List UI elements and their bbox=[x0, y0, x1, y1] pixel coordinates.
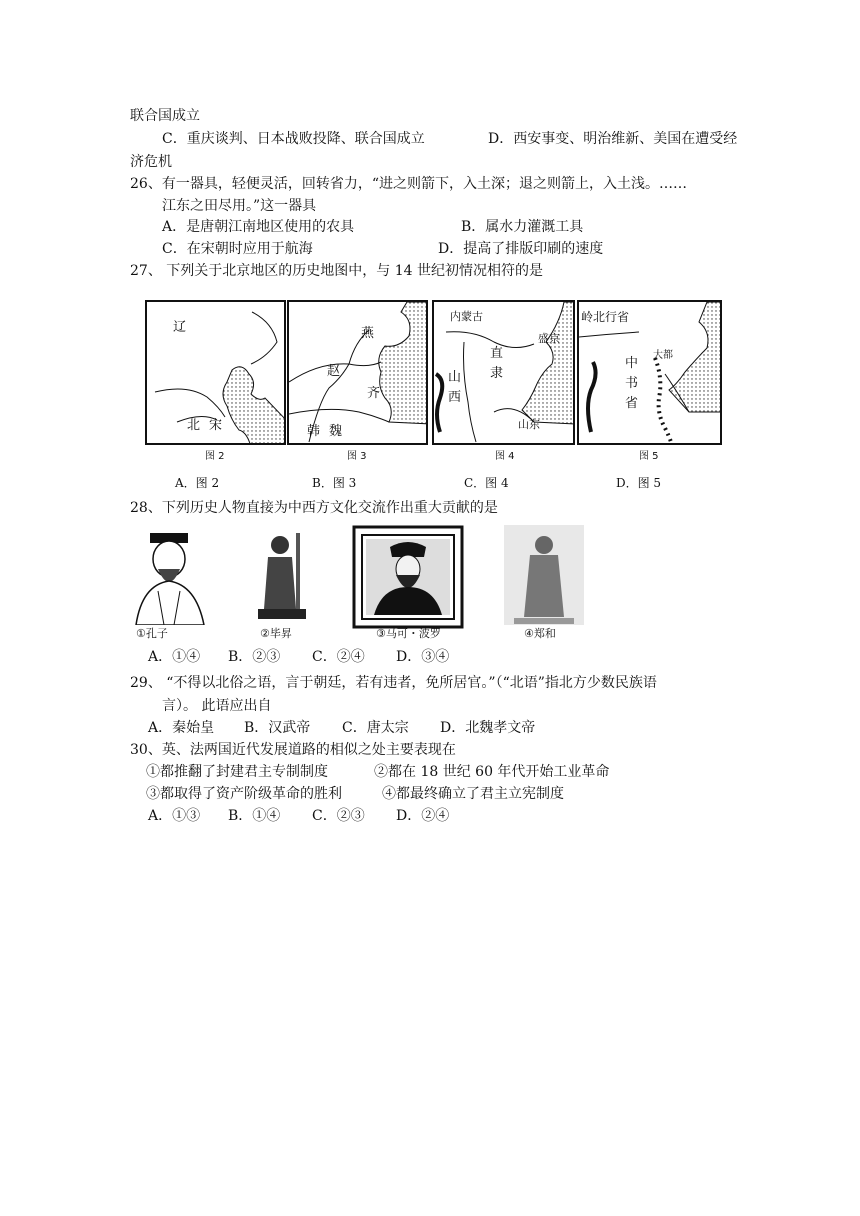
map-4-label-zhi: 直 bbox=[490, 346, 504, 361]
q29-stem-continuation: 言）。 此语应出自 bbox=[162, 698, 272, 714]
q26-option-a: A．是唐朝江南地区使用的农具 bbox=[162, 219, 355, 235]
map-3-label-qi: 齐 bbox=[367, 386, 381, 401]
map-2-caption: 图 2 bbox=[205, 451, 225, 462]
confucius-portrait bbox=[128, 525, 212, 625]
q26-option-b: B．属水力灌溉工具 bbox=[461, 219, 584, 235]
map-2-label-bei: 北 bbox=[187, 418, 201, 433]
map-5-label-lingbei: 岭北行省 bbox=[581, 310, 630, 324]
q30-option-d: D．②④ bbox=[396, 808, 450, 824]
q25-option-d-continuation: 济危机 bbox=[130, 154, 172, 170]
map-3-caption: 图 3 bbox=[347, 451, 367, 462]
q27-option-b: B．图 3 bbox=[312, 476, 357, 490]
q25-option-d: D．西安事变、明治维新、美国在遭受经 bbox=[488, 131, 738, 147]
map-4-label-li: 隶 bbox=[490, 366, 504, 381]
map-5-label-zhong: 中 bbox=[625, 356, 639, 371]
map-5-label-sheng: 省 bbox=[625, 396, 639, 411]
q29-stem: 29、 “不得以北俗之语，言于朝廷，若有违者，免所居官。”（“北语”指北方少数民族语 bbox=[130, 675, 657, 691]
q27-stem: 27、 下列关于北京地区的历史地图中，与 14 世纪初情况相符的是 bbox=[130, 263, 543, 279]
map-4-label-shengjing: 盛京 bbox=[538, 332, 560, 345]
q28-option-c: C．②④ bbox=[312, 649, 365, 665]
map-5-caption: 图 5 bbox=[639, 451, 659, 462]
q26-option-c: C．在宋朝时应用于航海 bbox=[162, 241, 313, 257]
map-5-label-dadu: 大都 bbox=[653, 350, 673, 361]
map-2-label-song: 宋 bbox=[209, 418, 223, 433]
q28-portrait-strip bbox=[128, 525, 593, 640]
marco-polo-portrait bbox=[352, 525, 464, 629]
caption-bi-sheng: ②毕昇 bbox=[260, 627, 292, 640]
q27-option-d: D．图 5 bbox=[616, 476, 662, 490]
bi-sheng-statue bbox=[256, 525, 312, 625]
q29-option-a: A．秦始皇 bbox=[148, 720, 215, 736]
q29-option-c: C．唐太宗 bbox=[342, 720, 409, 736]
q30-stem: 30、英、法两国近代发展道路的相似之处主要表现在 bbox=[130, 742, 456, 758]
map-figure-5 bbox=[577, 300, 722, 445]
map-4-label-shandong: 山东 bbox=[518, 418, 540, 431]
q25-continuation: 联合国成立 bbox=[130, 108, 200, 124]
q29-option-b: B．汉武帝 bbox=[244, 720, 311, 736]
q30-option-a: A．①③ bbox=[148, 808, 201, 824]
map-figure-4 bbox=[432, 300, 575, 445]
map-figure-2 bbox=[145, 300, 286, 445]
map-4-label-neimenggu: 内蒙古 bbox=[450, 310, 483, 323]
zheng-he-statue bbox=[504, 525, 584, 625]
caption-marco-polo: ③马可・波罗 bbox=[376, 627, 441, 640]
q27-map-strip bbox=[145, 300, 725, 462]
map-3-label-zhao: 赵 bbox=[327, 364, 341, 379]
q30-item-4: ④都最终确立了君主立宪制度 bbox=[382, 786, 564, 802]
q30-option-b: B．①④ bbox=[228, 808, 281, 824]
q26-option-d: D．提高了排版印刷的速度 bbox=[438, 241, 604, 257]
map-figure-3 bbox=[287, 300, 428, 445]
q30-item-2: ②都在 18 世纪 60 年代开始工业革命 bbox=[374, 764, 610, 780]
map-3-label-wei: 魏 bbox=[329, 424, 343, 439]
q30-item-3: ③都取得了资产阶级革命的胜利 bbox=[146, 786, 342, 802]
map-4-caption: 图 4 bbox=[495, 451, 515, 462]
caption-zheng-he: ④郑和 bbox=[524, 627, 556, 640]
caption-confucius: ①孔子 bbox=[136, 627, 168, 640]
map-4-label-xi: 西 bbox=[448, 390, 462, 405]
q26-stem: 26、有一器具，轻便灵活，回转省力，“进之则箭下，入土深；退之则箭上，入土浅。…… bbox=[130, 176, 687, 192]
q27-option-c: C．图 4 bbox=[464, 476, 509, 490]
q26-stem-continuation: 江东之田尽用。”这一器具 bbox=[162, 198, 317, 214]
q27-option-a: A．图 2 bbox=[175, 476, 220, 490]
q28-option-a: A．①④ bbox=[148, 649, 201, 665]
q25-option-c: C．重庆谈判、日本战败投降、联合国成立 bbox=[162, 131, 425, 147]
map-4-label-shan: 山 bbox=[448, 370, 462, 385]
q28-option-d: D．③④ bbox=[396, 649, 450, 665]
q28-stem: 28、下列历史人物直接为中西方文化交流作出重大贡献的是 bbox=[130, 500, 498, 516]
map-5-label-shu: 书 bbox=[625, 376, 639, 391]
q29-option-d: D．北魏孝文帝 bbox=[440, 720, 536, 736]
map-3-label-han: 韩 bbox=[307, 424, 321, 439]
q28-option-b: B．②③ bbox=[228, 649, 281, 665]
q30-option-c: C．②③ bbox=[312, 808, 365, 824]
q30-item-1: ①都推翻了封建君主专制制度 bbox=[146, 764, 328, 780]
map-2-label-liao: 辽 bbox=[173, 320, 187, 335]
map-3-label-yan: 燕 bbox=[361, 326, 375, 341]
